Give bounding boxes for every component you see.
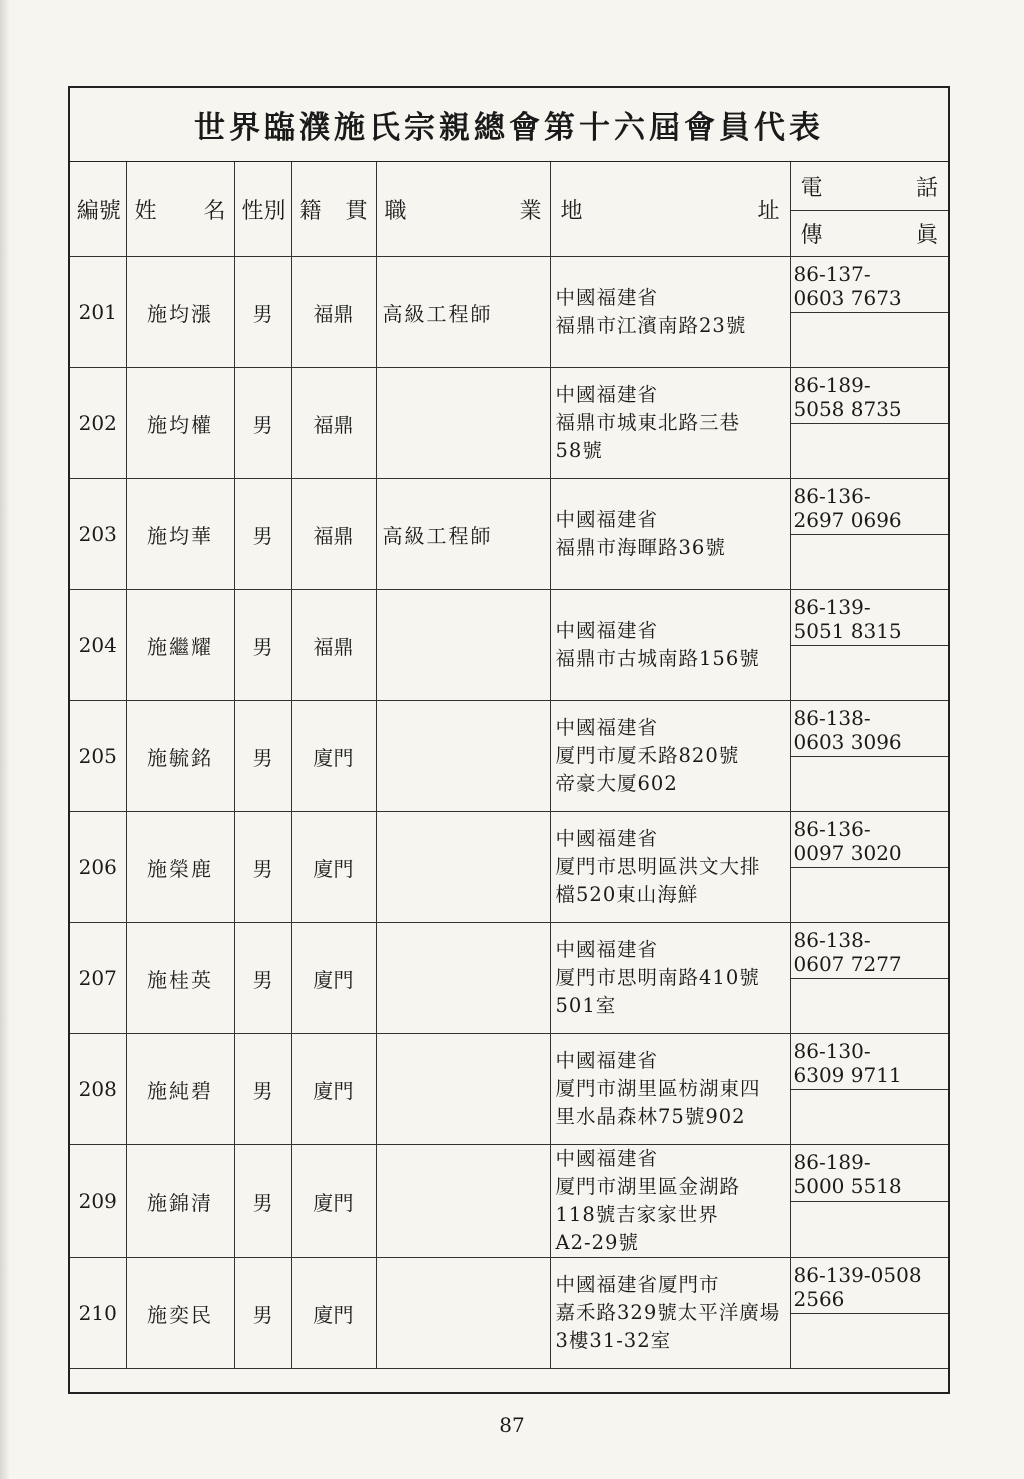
member-origin: 廈門 [291,701,376,812]
member-phone [790,923,948,979]
member-fax [790,1314,948,1369]
address-line: 厦門市厦禾路820號 [555,744,740,767]
member-phone [790,1258,948,1314]
header-name: 姓 名 [126,162,234,257]
member-origin: 廈門 [291,1258,376,1369]
member-fax [790,979,948,1034]
member-occupation [376,812,550,923]
member-fax [790,535,948,590]
phone-line: 86-139-0508 [793,1263,922,1287]
header-occupation: 職 業 [376,162,550,257]
member-number: 210 [70,1258,126,1369]
member-occupation: 高級工程師 [376,257,550,368]
member-occupation [376,1145,550,1258]
member-address [550,479,790,590]
member-phone [790,701,948,757]
address-line: 中國福建省 [555,716,659,739]
member-address [550,590,790,701]
address-line: 118號吉家家世界 [555,1203,719,1226]
directory-table-frame [68,86,950,1394]
member-occupation [376,1034,550,1145]
member-row [70,257,948,313]
phone-line: 0607 7277 [793,952,902,976]
member-gender: 男 [234,1258,291,1369]
phone-line: 0603 3096 [793,730,902,754]
member-row [70,812,948,868]
phone-line: 6309 9711 [793,1063,902,1087]
member-origin: 廈門 [291,923,376,1034]
header-gender: 性別 [234,162,291,257]
member-occupation [376,368,550,479]
member-gender: 男 [234,257,291,368]
page-number: 87 [499,1413,525,1437]
member-gender: 男 [234,590,291,701]
member-row [70,1034,948,1090]
member-origin: 福鼎 [291,590,376,701]
page-title: 世界臨濮施氏宗親總會第十六屆會員代表 [194,110,824,146]
member-name: 施均漲 [126,257,234,368]
header-row [70,162,948,211]
member-fax [790,1202,948,1258]
member-name: 施榮鹿 [126,812,234,923]
phone-line: 2697 0696 [793,508,902,532]
phone-line: 0097 3020 [793,841,902,865]
member-origin: 福鼎 [291,479,376,590]
address-line: 中國福建省 [555,619,659,642]
member-address [550,812,790,923]
member-number: 203 [70,479,126,590]
member-address [550,257,790,368]
phone-line: 86-138- [793,706,871,730]
member-row [70,923,948,979]
member-number: 202 [70,368,126,479]
member-address [550,1145,790,1258]
member-origin: 廈門 [291,1034,376,1145]
phone-line: 86-130- [793,1039,871,1063]
address-line: 福鼎市江濱南路23號 [555,314,747,337]
header-phone: 電 話 [790,162,948,211]
member-name: 施純碧 [126,1034,234,1145]
member-name: 施均權 [126,368,234,479]
member-gender: 男 [234,923,291,1034]
member-gender: 男 [234,1145,291,1258]
address-line: 厦門市湖里區金湖路 [555,1175,741,1198]
phone-line: 2566 [793,1287,845,1311]
address-line: 中國福建省 [555,286,659,309]
member-address [550,1034,790,1145]
header-number: 編號 [70,162,126,257]
member-address [550,923,790,1034]
member-name: 施奕民 [126,1258,234,1369]
page-binding-shadow [0,0,10,1479]
address-line: 厦門市思明南路410號 [555,966,760,989]
address-line: 中國福建省 [555,1147,659,1170]
member-number: 207 [70,923,126,1034]
member-origin: 福鼎 [291,257,376,368]
address-line: 中國福建省厦門市 [555,1273,720,1296]
address-line: 501室 [555,994,617,1017]
member-number: 206 [70,812,126,923]
address-line: 里水晶森林75號902 [555,1105,746,1128]
member-occupation: 高級工程師 [376,479,550,590]
member-gender: 男 [234,812,291,923]
member-occupation [376,923,550,1034]
address-line: 中國福建省 [555,1049,659,1072]
header-origin: 籍 貫 [291,162,376,257]
address-line: 中國福建省 [555,508,659,531]
member-number: 205 [70,701,126,812]
member-origin: 福鼎 [291,368,376,479]
address-line: 中國福建省 [555,938,659,961]
member-row [70,590,948,646]
member-row [70,479,948,535]
address-line: 檔520東山海鮮 [555,883,699,906]
member-row [70,701,948,757]
phone-line: 5051 8315 [793,619,902,643]
member-number: 209 [70,1145,126,1258]
member-origin: 廈門 [291,812,376,923]
address-line: 福鼎市城東北路三巷 [555,411,741,434]
member-number: 201 [70,257,126,368]
address-line: 嘉禾路329號太平洋廣場 [555,1301,781,1324]
member-fax [790,1090,948,1145]
member-row [70,368,948,424]
address-line: 厦門市湖里區枋湖東四 [555,1077,761,1100]
phone-line: 86-189- [793,1150,871,1174]
member-occupation [376,590,550,701]
member-phone [790,590,948,646]
member-occupation [376,1258,550,1369]
member-name: 施均華 [126,479,234,590]
member-phone [790,1034,948,1090]
member-row [70,1258,948,1314]
member-gender: 男 [234,368,291,479]
member-fax [790,868,948,923]
phone-line: 86-136- [793,484,871,508]
address-line: A2-29號 [555,1231,639,1254]
header-address: 地 址 [550,162,790,257]
phone-line: 5000 5518 [793,1174,902,1198]
address-line: 中國福建省 [555,827,659,850]
address-line: 58號 [555,439,603,462]
member-origin: 廈門 [291,1145,376,1258]
member-name: 施毓銘 [126,701,234,812]
address-line: 3樓31-32室 [555,1329,672,1352]
member-row [70,1145,948,1202]
member-address [550,1258,790,1369]
member-fax [790,313,948,368]
member-table [70,162,948,1369]
phone-line: 0603 7673 [793,286,902,310]
phone-line: 86-136- [793,817,871,841]
member-fax [790,424,948,479]
member-fax [790,757,948,812]
member-gender: 男 [234,701,291,812]
member-name: 施桂英 [126,923,234,1034]
title-bar [70,88,948,162]
phone-line: 86-137- [793,262,871,286]
member-phone [790,812,948,868]
member-occupation [376,701,550,812]
member-name: 施錦清 [126,1145,234,1258]
member-gender: 男 [234,1034,291,1145]
member-phone [790,479,948,535]
address-line: 福鼎市海暉路36號 [555,536,726,559]
member-phone [790,257,948,313]
member-fax [790,646,948,701]
address-line: 福鼎市古城南路156號 [555,647,760,670]
member-number: 208 [70,1034,126,1145]
member-address [550,368,790,479]
phone-line: 5058 8735 [793,397,902,421]
phone-line: 86-138- [793,928,871,952]
address-line: 厦門市思明區洪文大排 [555,855,761,878]
member-address [550,701,790,812]
phone-line: 86-139- [793,595,871,619]
member-name: 施繼耀 [126,590,234,701]
member-phone [790,368,948,424]
phone-line: 86-189- [793,373,871,397]
member-phone [790,1145,948,1202]
member-gender: 男 [234,479,291,590]
address-line: 中國福建省 [555,383,659,406]
header-fax: 傳 眞 [790,211,948,257]
address-line: 帝豪大厦602 [555,772,678,795]
member-number: 204 [70,590,126,701]
